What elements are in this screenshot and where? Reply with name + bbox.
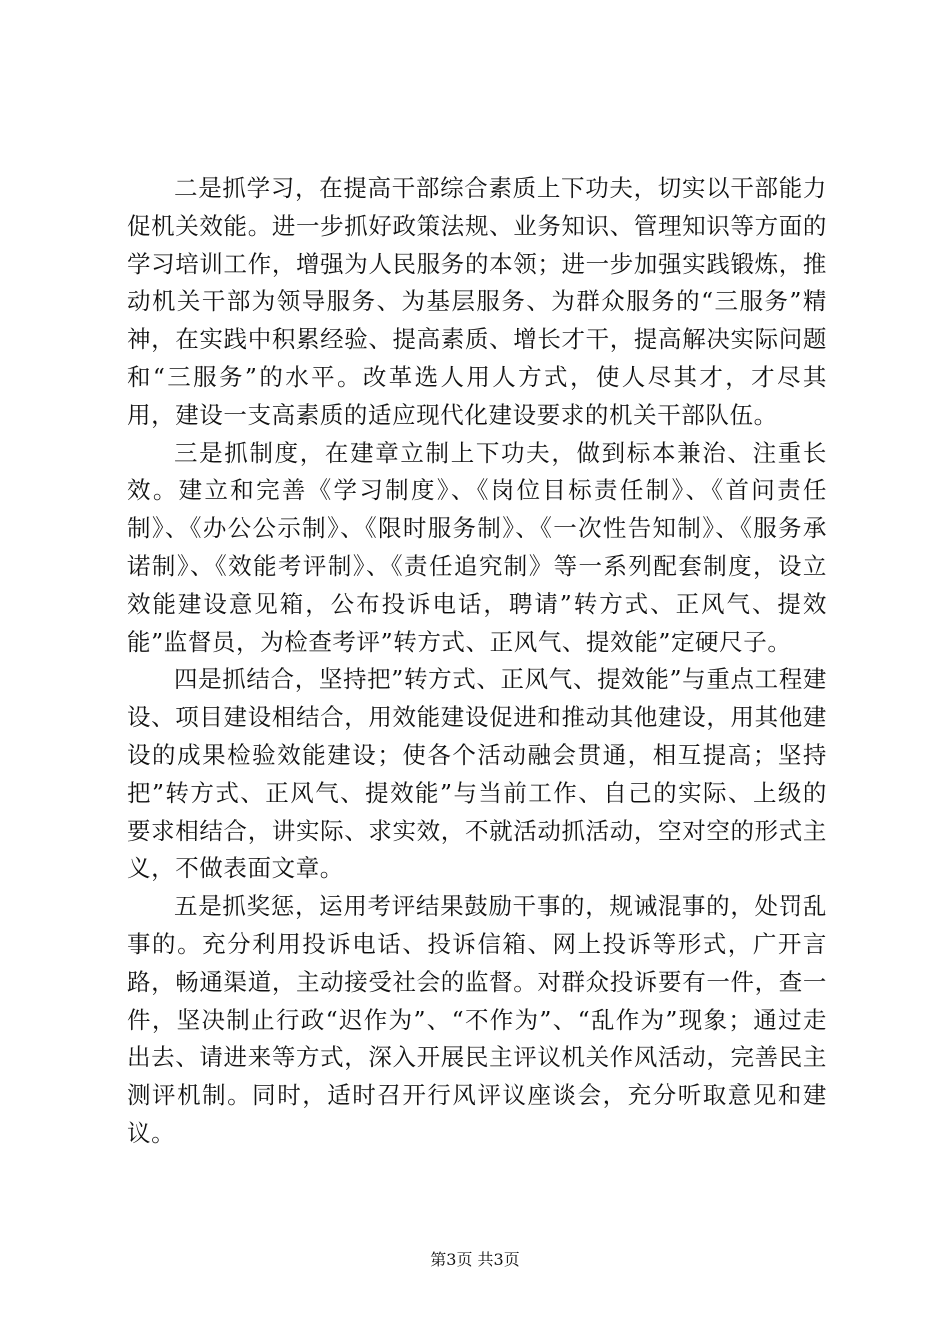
page-number-footer: 第3页 共3页 [430, 1250, 520, 1269]
paragraph-combination: 四是抓结合，坚持把”转方式、正风气、提效能”与重点工程建设、项目建设相结合，用效能建设促进和推动其他建设，用其他建设的成果检验效能建设；使各个活动融会贯通，相互提高；坚持把”转方式、正风气、提效能”与当前工作、自己的实际、上级的要求相结合，讲实际、求实效，不就活动抓活动，空对空的形式主义，不做表面文章。 [127, 665, 827, 883]
paragraph-system: 三是抓制度，在建章立制上下功夫，做到标本兼治、注重长效。建立和完善《学习制度》、《岗位目标责任制》、《首问责任制》、《办公公示制》、《限时服务制》、《一次性告知制》、《服务承诺制》、《效能考评制》、《责任追究制》等一系列配套制度，设立效能建设意见箱，公布投诉电话，聘请”转方式、正风气、提效能”监督员，为检查考评”转方式、正风气、提效能”定硬尺子。 [127, 438, 827, 656]
document-body [127, 170, 827, 1153]
paragraph-learning: 二是抓学习，在提高干部综合素质上下功夫，切实以干部能力促机关效能。进一步抓好政策法规、业务知识、管理知识等方面的学习培训工作，增强为人民服务的本领；进一步加强实践锻炼，推动机关干部为领导服务、为基层服务、为群众服务的“三服务”精神，在实践中积累经验、提高素质、增长才干，提高解决实际问题和“三服务”的水平。改革选人用人方式，使人尽其才，才尽其用，建设一支高素质的适应现代化建设要求的机关干部队伍。 [127, 174, 827, 429]
paragraph-rewards: 五是抓奖惩，运用考评结果鼓励干事的，规诫混事的，处罚乱事的。充分利用投诉电话、投诉信箱、网上投诉等形式，广开言路，畅通渠道，主动接受社会的监督。对群众投诉要有一件，查一件，坚决制止行政“迟作为”、“不作为”、“乱作为”现象；通过走出去、请进来等方式，深入开展民主评议机关作风活动，完善民主测评机制。同时，适时召开行风评议座谈会，充分听取意见和建议。 [127, 892, 827, 1147]
